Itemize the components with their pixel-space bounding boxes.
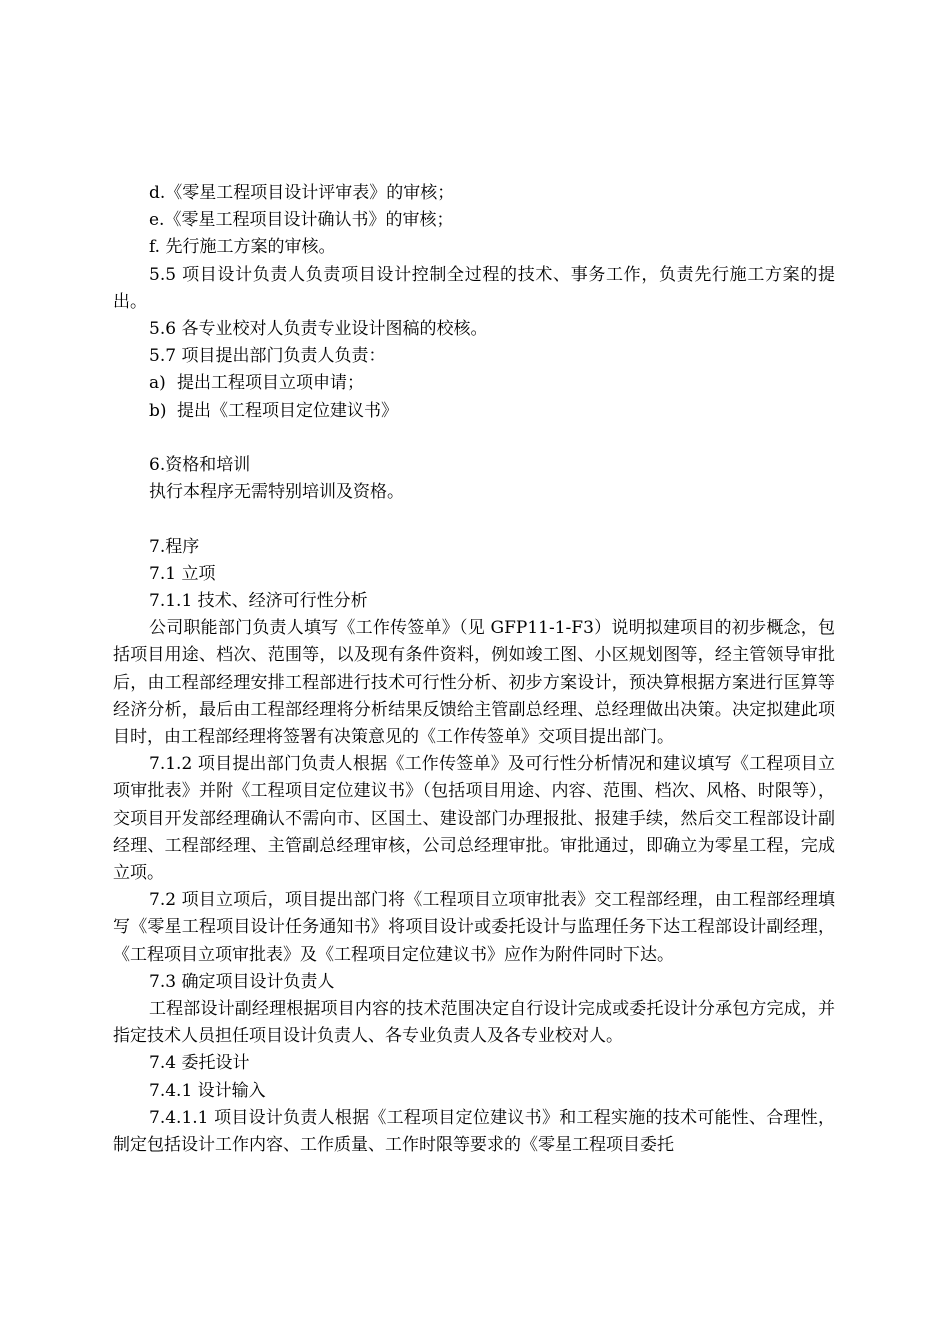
section-6-heading: 6.资格和培训 <box>149 455 251 476</box>
list-text-a: 提出工程项目立项申请； <box>177 373 364 394</box>
list-text-b: 提出《工程项目定位建议书》 <box>177 400 398 421</box>
document-page <box>113 180 835 1159</box>
section-7-4-heading: 7.4 委托设计 <box>149 1053 250 1074</box>
list-item-b <box>113 398 835 425</box>
section-7-3-body: 工程部设计副经理根据项目内容的技术范围决定自行设计完成或委托设计分承包方完成，并指定技术人员担任项目设计负责人、各专业负责人及各专业校对人。 <box>113 999 835 1047</box>
blank-line <box>113 506 835 533</box>
section-7-1-1-body: 公司职能部门负责人填写《工作传签单》（见 GFP11-1-F3）说明拟建项目的初步概念，包括项目用途、档次、范围等，以及现有条件资料，例如竣工图、小区规划图等，经主管领导审批后，由工程部经理安排工程部进行技术可行性分析、初步方案设计，预决算根据方案进行匡算等经济分析，最后由工程部经理将分析结果反馈给主管副总经理、总经理做出决策。决定拟建此项目时，由工程部经理将签署有决策意见的《工作传签单》交项目提出部门。 <box>113 618 835 748</box>
blank-line <box>113 425 835 452</box>
section-7-heading: 7.程序 <box>149 536 200 557</box>
list-marker-a: a) <box>149 373 166 394</box>
section-7-4-1-heading: 7.4.1 设计输入 <box>149 1080 266 1101</box>
clause-d: d.《零星工程项目设计评审表》的审核； <box>149 183 455 203</box>
section-7-4-1-1-body: 7.4.1.1 项目设计负责人根据《工程项目定位建议书》和工程实施的技术可能性、合理性，制定包括设计工作内容、工作质量、工作时限等要求的《零星工程项目委托 <box>113 1107 835 1156</box>
section-7-1-heading: 7.1 立项 <box>149 563 216 584</box>
section-5-7: 5.7 项目提出部门负责人负责： <box>149 346 386 367</box>
section-7-1-2-body: 7.1.2 项目提出部门负责人根据《工作传签单》及可行性分析情况和建议填写《工程项目立项审批表》并附《工程项目定位建议书》（包括项目用途、内容、范围、档次、风格、时限等），交项目开发部经理确认不需向市、区国土、建设部门办理报批、报建手续，然后交工程部设计副经理、工程部经理、主管副总经理审核，公司总经理审批。审批通过，即确立为零星工程，完成立项。 <box>113 754 835 884</box>
clause-f: f. 先行施工方案的审核。 <box>149 237 336 258</box>
clause-e: e.《零星工程项目设计确认书》的审核； <box>149 210 454 231</box>
section-7-2-body: 7.2 项目立项后，项目提出部门将《工程项目立项审批表》交工程部经理，由工程部经理填写《零星工程项目设计任务通知书》将项目设计或委托设计与监理任务下达工程部设计副经理，《工程项目立项审批表》及《工程项目定位建议书》应作为附件同时下达。 <box>113 890 835 965</box>
list-item-a <box>113 370 835 397</box>
section-7-1-1-heading: 7.1.1 技术、经济可行性分析 <box>149 591 368 612</box>
section-5-5: 5.5 项目设计负责人负责项目设计控制全过程的技术、事务工作，负责先行施工方案的提出。 <box>113 264 835 312</box>
list-marker-b: b) <box>149 400 167 421</box>
section-5-6: 5.6 各专业校对人负责专业设计图稿的校核。 <box>149 319 488 340</box>
section-6-text: 执行本程序无需特别培训及资格。 <box>149 482 404 503</box>
section-7-3-heading: 7.3 确定项目设计负责人 <box>149 971 335 992</box>
